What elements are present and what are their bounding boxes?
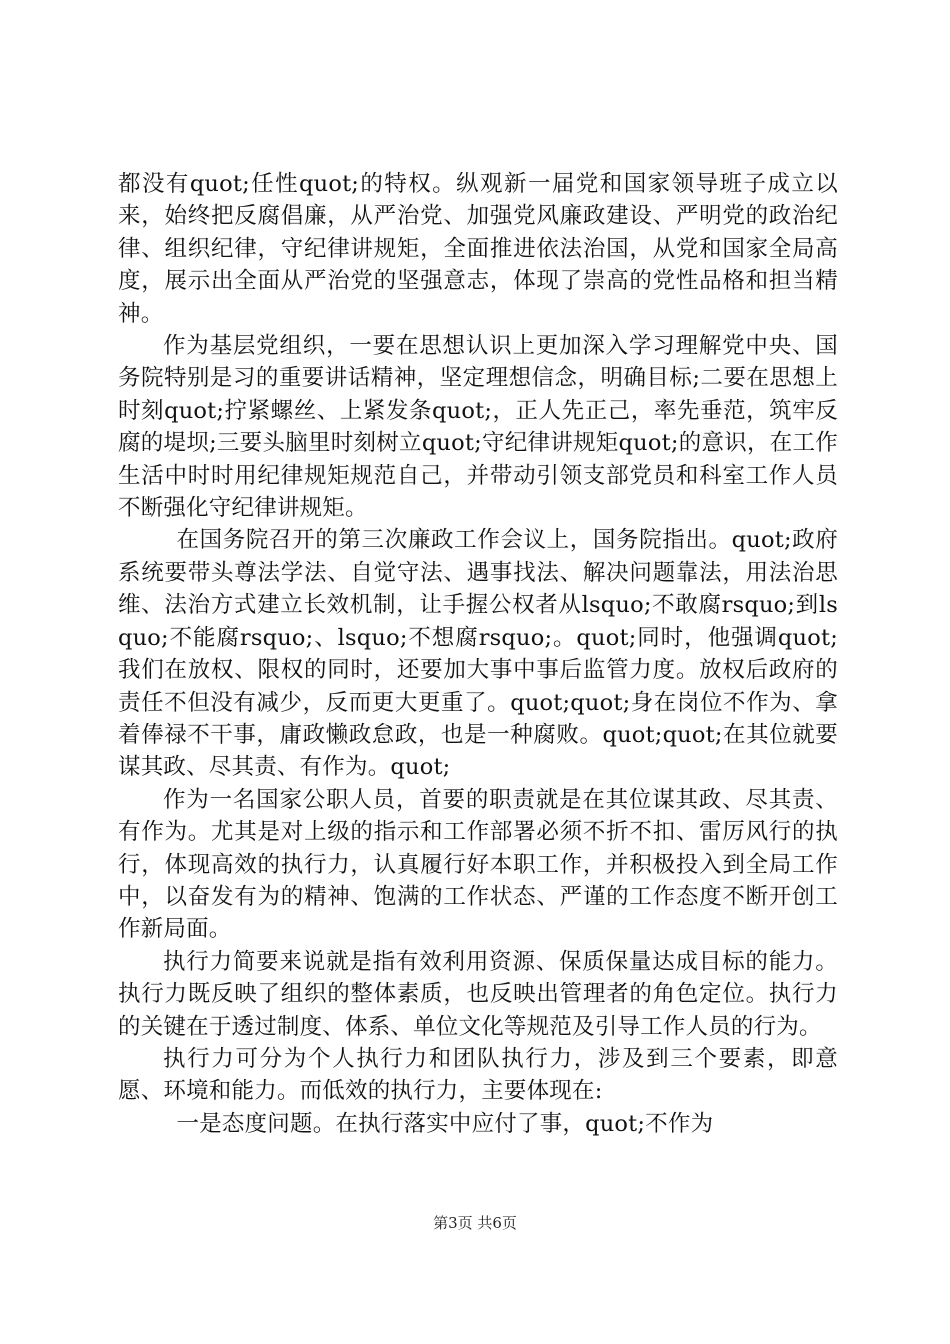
page-footer: 第3页 共6页 xyxy=(433,1214,517,1232)
paragraph-4: 作为一名国家公职人员，首要的职责就是在其位谋其政、尽其责、有作为。尤其是对上级的指示和工作部署必须不折不扣、雷厉风行的执行，体现高效的执行力，认真履行好本职工作，并积极投入到全局工作中，以奋发有为的精神、饱满的工作状态、严谨的工作态度不断开创工作新局面。 xyxy=(118,786,838,943)
paragraph-6: 执行力可分为个人执行力和团队执行力，涉及到三个要素，即意愿、环境和能力。而低效的执行力，主要体现在: xyxy=(118,1045,838,1105)
paragraph-1: 都没有quot;任性quot;的特权。纵观新一届党和国家领导班子成立以来，始终把反腐倡廉，从严治党、加强党风廉政建设、严明党的政治纪律、组织纪律，守纪律讲规矩，全面推进依法治国，从党和国家全局高度，展示出全面从严治党的坚强意志，体现了崇高的党性品格和担当精神。 xyxy=(118,171,838,327)
paragraph-2: 作为基层党组织，一要在思想认识上更加深入学习理解党中央、国务院特别是习的重要讲话精神，坚定理想信念，明确目标;二要在思想上时刻quot;拧紧螺丝、上紧发条quot;，正人先正己，率先垂范，筑牢反腐的堤坝;三要头脑里时刻树立quot;守纪律讲规矩quot;的意识，在工作生活中时时用纪律规矩规范自己，并带动引领支部党员和科室工作人员不断强化守纪律讲规矩。 xyxy=(118,333,838,522)
paragraph-3: 在国务院召开的第三次廉政工作会议上，国务院指出。quot;政府系统要带头尊法学法、自觉守法、遇事找法、解决问题靠法，用法治思维、法治方式建立长效机制，让手握公权者从lsquo;不敢腐rsquo;到lsquo;不能腐rsquo;、lsquo;不想腐rsquo;。quot;同时，他强调quot;我们在放权、限权的同时，还要加大事中事后监管力度。放权后政府的责任不但没有减少，反而更大更重了。quot;quot;身在岗位不作为、拿着俸禄不干事，庸政懒政怠政，也是一种腐败。quot;quot;在其位就要谋其政、尽其责、有作为。quot; xyxy=(118,527,838,781)
document-body xyxy=(118,168,838,1140)
paragraph-5: 执行力简要来说就是指有效利用资源、保质保量达成目标的能力。执行力既反映了组织的整体素质，也反映出管理者的角色定位。执行力的关键在于透过制度、体系、单位文化等规范及引导工作人员的行为。 xyxy=(118,948,838,1040)
paragraph-7: 一是态度问题。在执行落实中应付了事，quot;不作为 xyxy=(176,1110,714,1137)
